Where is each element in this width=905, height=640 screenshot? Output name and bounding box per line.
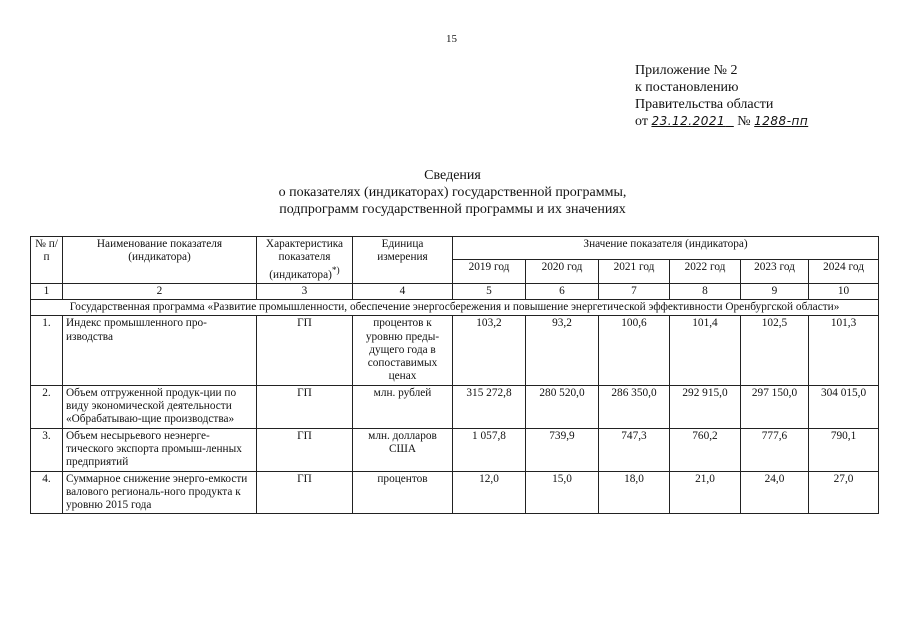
row-characteristic: ГП [257, 471, 353, 514]
row-name: Суммарное снижение энерго-емкости валового региональ-ного продукта к уровню 2015 года [63, 471, 257, 514]
header-year: 2021 год [599, 260, 670, 283]
row-unit: процентов [353, 471, 453, 514]
row-value: 15,0 [526, 471, 599, 514]
header-row [31, 237, 879, 260]
column-number: 3 [257, 283, 353, 299]
column-number: 6 [526, 283, 599, 299]
row-value: 777,6 [741, 428, 809, 471]
program-title: Государственная программа «Развитие промышленности, обеспечение энергосбережения и повышение энергетической эффективности Оренбургской области» [31, 299, 879, 315]
row-num: 3. [31, 428, 63, 471]
header-year: 2019 год [453, 260, 526, 283]
row-value: 1 057,8 [453, 428, 526, 471]
row-value: 315 272,8 [453, 385, 526, 428]
column-number: 2 [63, 283, 257, 299]
row-characteristic: ГП [257, 428, 353, 471]
footnote-mark: *) [331, 265, 340, 276]
indicators-table [30, 236, 879, 514]
row-value: 101,3 [809, 316, 879, 385]
column-number: 7 [599, 283, 670, 299]
appendix-line: Приложение № 2 [635, 63, 738, 78]
row-value: 790,1 [809, 428, 879, 471]
date-underline [725, 114, 734, 128]
row-value: 297 150,0 [741, 385, 809, 428]
appendix-block [635, 62, 808, 130]
row-unit: млн. рублей [353, 385, 453, 428]
row-value: 18,0 [599, 471, 670, 514]
row-value: 739,9 [526, 428, 599, 471]
column-number: 10 [809, 283, 879, 299]
column-number: 9 [741, 283, 809, 299]
table-row [31, 471, 879, 514]
header-unit: Единица измерения [353, 237, 453, 284]
column-number: 8 [670, 283, 741, 299]
date-prefix: от [635, 114, 648, 129]
title-line: Сведения [424, 168, 481, 183]
row-value: 103,2 [453, 316, 526, 385]
row-value: 100,6 [599, 316, 670, 385]
appendix-line: к постановлению [635, 80, 739, 95]
column-number: 5 [453, 283, 526, 299]
appendix-line: Правительства области [635, 97, 774, 112]
row-value: 101,4 [670, 316, 741, 385]
column-number: 4 [353, 283, 453, 299]
row-unit: млн. долларов США [353, 428, 453, 471]
row-value: 286 350,0 [599, 385, 670, 428]
row-value: 292 915,0 [670, 385, 741, 428]
table-row [31, 385, 879, 428]
header-values-group: Значение показателя (индикатора) [453, 237, 879, 260]
row-num: 1. [31, 316, 63, 385]
handwritten-date: 23.12.2021 [651, 114, 726, 128]
table-row [31, 428, 879, 471]
header-num: № п/п [31, 237, 63, 284]
row-value: 747,3 [599, 428, 670, 471]
row-name: Объем несырьевого неэнерге-тического экспорта промыш-ленных предприятий [63, 428, 257, 471]
handwritten-number: 1288-пп [754, 114, 809, 128]
title-line: подпрограмм государственной программы и их значениях [279, 202, 626, 217]
row-value: 24,0 [741, 471, 809, 514]
column-number: 1 [31, 283, 63, 299]
row-num: 2. [31, 385, 63, 428]
program-row [31, 299, 879, 315]
row-value: 27,0 [809, 471, 879, 514]
table-row [31, 316, 879, 385]
header-year: 2024 год [809, 260, 879, 283]
document-title [0, 167, 905, 218]
column-number-row [31, 283, 879, 299]
row-value: 760,2 [670, 428, 741, 471]
header-name: Наименование показателя (индикатора) [63, 237, 257, 284]
row-name: Объем отгруженной продук-ции по виду экономической деятельности «Обрабатываю-щие производства» [63, 385, 257, 428]
row-num: 4. [31, 471, 63, 514]
row-value: 93,2 [526, 316, 599, 385]
row-value: 21,0 [670, 471, 741, 514]
header-characteristic [257, 237, 353, 284]
row-value: 102,5 [741, 316, 809, 385]
row-value: 280 520,0 [526, 385, 599, 428]
page-number: 15 [446, 33, 457, 45]
appendix-date-line [635, 113, 808, 130]
row-characteristic: ГП [257, 316, 353, 385]
header-year: 2020 год [526, 260, 599, 283]
number-prefix: № [737, 114, 751, 129]
header-characteristic-text: Характеристика показателя (индикатора) [265, 238, 344, 281]
row-unit: процентов к уровню преды-дущего года в сопоставимых ценах [353, 316, 453, 385]
header-year: 2023 год [741, 260, 809, 283]
row-characteristic: ГП [257, 385, 353, 428]
row-value: 304 015,0 [809, 385, 879, 428]
row-name: Индекс промышленного про-изводства [63, 316, 257, 385]
header-year: 2022 год [670, 260, 741, 283]
title-line: о показателях (индикаторах) государственной программы, [278, 185, 627, 200]
row-value: 12,0 [453, 471, 526, 514]
